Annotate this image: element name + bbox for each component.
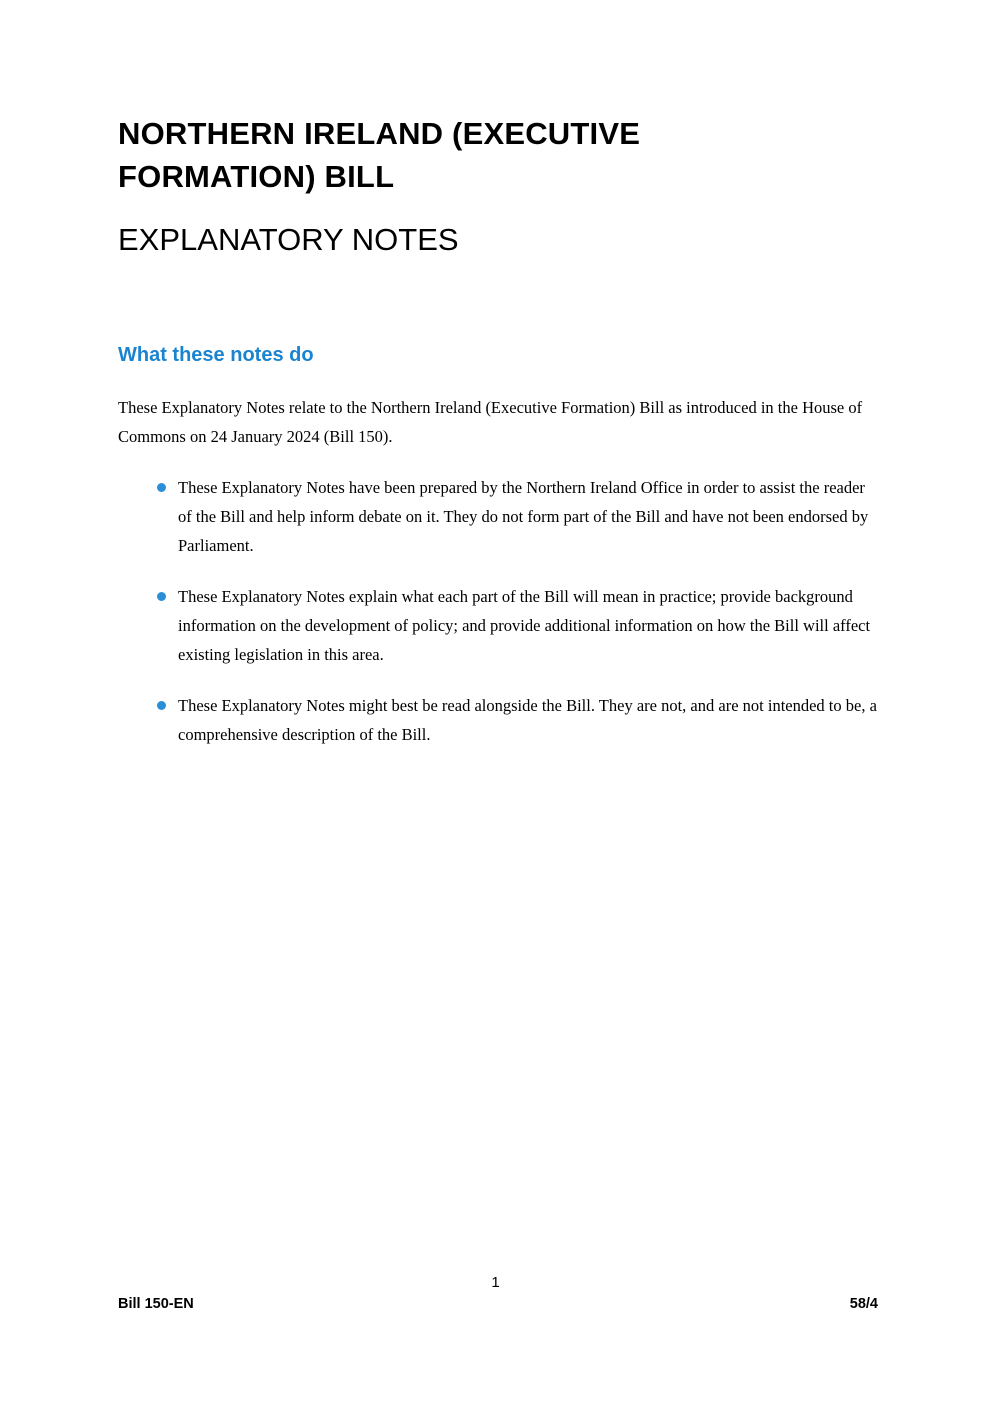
page-title: NORTHERN IRELAND (EXECUTIVE FORMATION) BILL bbox=[118, 116, 641, 194]
bullet-dot-icon bbox=[157, 592, 166, 601]
document-subtitle: EXPLANATORY NOTES bbox=[118, 222, 459, 257]
footer-left-bill-reference: Bill 150-EN bbox=[118, 1296, 194, 1312]
intro-paragraph: These Explanatory Notes relate to the Northern Ireland (Executive Formation) Bill as introduced in the House of Commons on 24 January 2024 (Bill 150). bbox=[118, 398, 863, 446]
section-heading-what-these-notes-do: What these notes do bbox=[118, 344, 314, 366]
list-item-text: These Explanatory Notes explain what each part of the Bill will mean in practice; provide background information on the development of policy; and provide additional information on how the Bill will affect existing legislation in this area. bbox=[178, 587, 871, 664]
page-number: 1 bbox=[491, 1274, 500, 1291]
notes-bullet-list bbox=[118, 451, 878, 749]
bullet-dot-icon bbox=[157, 701, 166, 710]
list-item bbox=[118, 582, 878, 669]
page-content bbox=[118, 0, 878, 771]
page-footer bbox=[118, 1296, 878, 1312]
list-item-text: These Explanatory Notes might best be read alongside the Bill. They are not, and are not intended to be, a comprehensive description of the Bill. bbox=[178, 696, 877, 744]
list-item bbox=[118, 473, 878, 560]
bullet-dot-icon bbox=[157, 483, 166, 492]
list-item bbox=[118, 691, 878, 749]
list-item-text: These Explanatory Notes have been prepared by the Northern Ireland Office in order to assist the reader of the Bill and help inform debate on it. They do not form part of the Bill and have not been endorsed by Parliament. bbox=[178, 478, 869, 555]
footer-right-reference: 58/4 bbox=[849, 1296, 878, 1312]
